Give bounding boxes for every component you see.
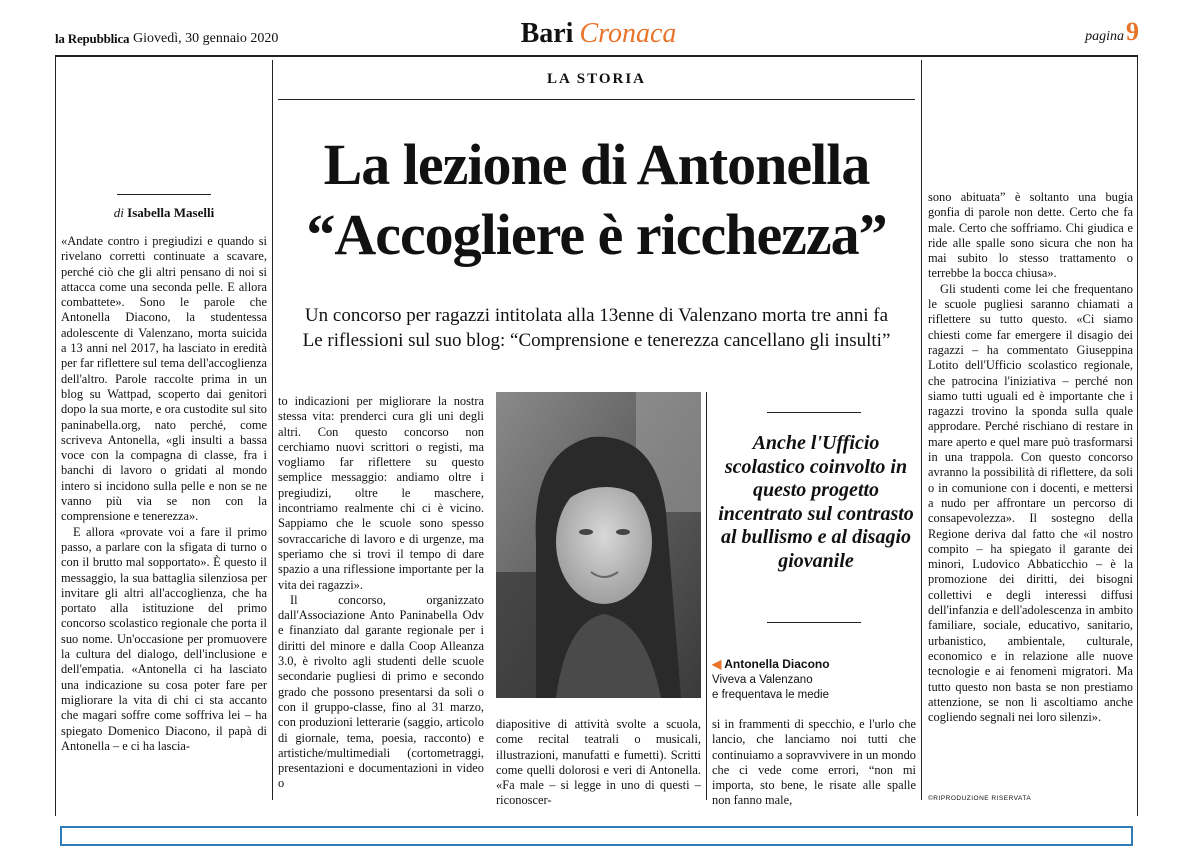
paragraph: Gli studenti come lei che frequentano le scuole pugliesi saranno chiamati a riflettere su tutto questo. «Ci siamo chiesti come far emergere il disagio dei ragazzi – ha commentato Giuseppina Lotito dell'Ufficio scolastico regionale, che patrocina l'iniziativa – perché non siamo tutti uguali ed è importante che i ragazzi trovino la sponda sulla quale approdare. Perché rischiano di restare in mare aperto e quel mare può trasformarsi in una trappola. Con questo concorso avranno la possibilità di riflettere, da soli o in comunione con i docenti, e mettersi a nudo per affrontare un percorso di consapevolezza». Il sostegno della Regione deriva dal fatto che «il nostro compito – ha spiegato il garante dei minori, Ludovico Abbaticchio – è la promozione dei diritti, dei bisogni collettivi e degli interessi diffusi dell'infanzia e dell'adolescenza in ambito familiare, sociale, educativo, sanitario, urbanistico, ambientale, culturale, economico e in relazione alle nuove tecnologie e ai fenomeni migratori. Ma tutto questo non basta se non prestiamo attenzione, se non li ascoltiamo anche cogliendo segnali nei loro silenzi». [928,281,1133,725]
bottom-advert-box [60,826,1133,846]
page-number [1085,17,1139,47]
article-column-4 [712,717,916,809]
pull-quote: Anche l'Ufficio scolastico coinvolto in questo progetto incentrato sul contrasto al bullismo e al disagio giovanile [718,432,914,572]
photo-caption-text [712,673,829,703]
headline-line-2: “Accogliere è ricchezza” [306,202,887,267]
section-title [0,18,1197,50]
article-column-1 [61,234,267,754]
section-city: Bari [520,18,574,49]
paragraph: diapositive di attività svolte a scuola, come recital teatrali o musicali, illustrazioni, manufatti e fumetti). Scritti come quelli dolorosi e veri di Antonella. «Fa male – si legge in uno di questi – riconoscer- [496,717,701,808]
page-number-value: 9 [1126,17,1139,46]
article-column-3 [496,717,701,809]
column-rule-mid [706,392,707,800]
portrait-photo [496,392,701,698]
byline-author: Isabella Maselli [127,205,215,220]
issue-date: Giovedì, 30 gennaio 2020 [133,31,279,46]
article-column-5 [928,190,1133,725]
kicker-rule [278,99,915,100]
paragraph: to indicazioni per migliorare la nostra stessa vita: prenderci cura gli uni degli altri. Con questo concorso non cerchiamo nuovi scrittori o registi, ma vogliamo far riflettere su questo semplice messaggio: andiamo oltre i pregiudizi, oltre le maschere, incontriamo realmente chi ci è vicino. Sappiamo che le scuole sono spesso sovraccariche di lavoro e di urgenze, ma speriamo che si trovi il tempo di dare spazio a una riflessione importante per la vita dei ragazzi». [278,394,484,592]
byline-prefix: di [113,205,124,220]
column-rule-right [921,60,922,800]
copyright-notice: ©RIPRODUZIONE RISERVATA [928,795,1032,802]
byline-rule [117,194,211,195]
paragraph: E allora «provate voi a fare il primo passo, a parlare con la sfigata di turno o con il brutto mal sopportato». È questo il messaggio, la sua battaglia silenziosa per invitare gli altri all'accoglienza, che ha portato alla istituzione del primo concorso scolastico regionale che porta il suo nome. Un'occasione per promuovere la cultura del dialogo, dell'inclusione e dell'empatia. «Antonella ci ha lasciato una indicazione su cosa poter fare per migliorare la vita di chi ci sta accanto che magari soffre come soffriva lei – ha spiegato Domenico Diacono, il papà di Antonella – e ci ha lascia- [61,524,267,753]
subhead-line-2: Le riflessioni sul suo blog: “Comprensione e tenerezza cancellano gli insulti” [302,330,891,351]
caption-name-text: Antonella Diacono [724,657,830,671]
portrait-photo-image [496,392,701,698]
caption-line: Viveva a Valenzano [712,674,813,686]
headline-line-1: La lezione di Antonella [323,132,870,197]
subhead-line-1: Un concorso per ragazzi intitolata alla 13enne di Valenzano morta tre anni fa [304,305,889,326]
pullquote-rule-bottom [767,622,861,623]
newspaper-logo: la Repubblica [55,31,130,46]
paragraph: sono abituata” è soltanto una bugia gonfia di parole non dette. Certo che fa male. Certo che soffriamo. Chi giudica e ride alle spalle sono sicura che non ha mai subito lo stesso trattamento o terrebbe la bocca chiusa». [928,190,1133,281]
pullquote-rule-top [767,412,861,413]
section-name: Cronaca [579,18,677,49]
article-column-2 [278,394,484,792]
caption-arrow-icon: ◀ [712,657,722,671]
byline [60,205,268,221]
photo-caption-name [712,657,830,671]
article-kicker: LA STORIA [546,71,646,87]
paragraph: «Andate contro i pregiudizi e quando si rivelano corretti continuate a scavare, perché ciò che gli altri pensano di noi si attacca come una seconda pelle. E allora combattete». Sono le parole che Antonella Diacono, la studentessa adolescente di Valenzano, morta suicida a 13 anni nel 2017, ha lasciato in eredità per far riflettere sul tema dell'accoglienza dell'altro. Parole raccolte prima in un blog su Wattpad, scoperto dai genitori dopo la sua morte, e ora custodite sul sito paninabella.org, nato perché, come scriveva Antonella, «gli insulti a bassa voce con la compagna di classe, fra i banchi di lavoro o gridati al mondo intero si incidono sulla pelle e non se ne vanno più via se non con la comprensione e tenerezza». [61,234,267,524]
column-rule-left [272,60,273,800]
paragraph: Il concorso, organizzato dall'Associazione Anto Paninabella Odv e finanziato dal garante regionale per i diritti del minore e dalla Coop Alleanza 3.0, è rivolto agli studenti delle scuole secondarie pugliesi di primo e secondo grado che possono presentarsi da soli o con il gruppo-classe, fino al 31 marzo, con produzioni letterarie (saggio, articolo di giornale, tema, poesia, racconto) e artistiche/multimediali (cortometraggi, presentazioni e documentazioni in video o [278,592,484,791]
caption-line: e frequentava le medie [712,689,829,701]
paragraph: si in frammenti di specchio, e l'urlo che lancio, che lanciamo noi tutti che continuiamo a sopravvivere in un mondo che ci vede come errori, “non mi importa, sto bene, le risate alle spalle non fanno male, [712,717,916,808]
page-label: pagina [1085,29,1124,44]
